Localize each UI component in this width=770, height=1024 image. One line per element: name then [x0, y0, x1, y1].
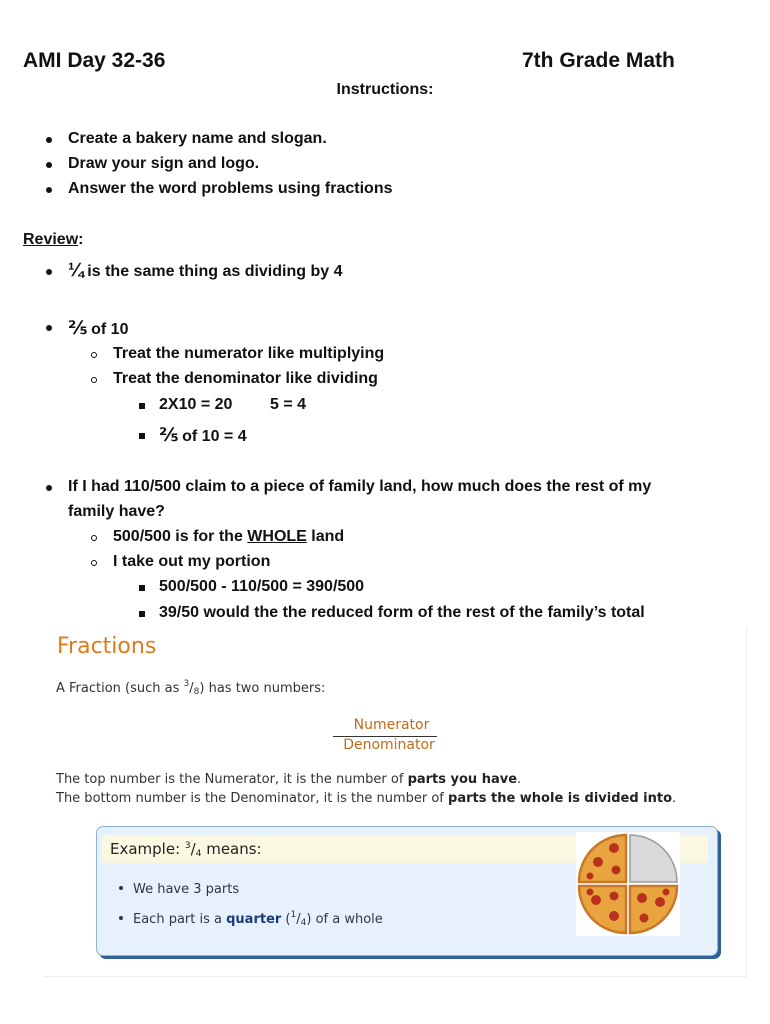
instruction-item: Create a bakery name and slogan. — [68, 130, 327, 147]
hollow-bullet-icon — [91, 352, 97, 358]
fraction-two-fifths: ⅖ — [159, 425, 178, 446]
calc-result — [159, 424, 247, 447]
bullet-icon — [46, 269, 52, 275]
bullet-icon — [46, 485, 52, 491]
example-bullet-bold: quarter — [226, 912, 282, 927]
figure-title: Fractions — [57, 634, 157, 659]
land-reduced: 39/50 would the the reduced form of the rest of the family’s total — [159, 604, 645, 621]
intro-text-end: ) has two numbers: — [199, 681, 326, 696]
land-whole-suffix: land — [306, 528, 345, 545]
instruction-item: Draw your sign and logo. — [68, 155, 260, 172]
bullet-icon — [46, 162, 52, 168]
course-title: 7th Grade Math — [522, 49, 675, 72]
example-bullet-end: ) of a whole — [306, 912, 383, 927]
numerator-label: Numerator — [353, 717, 430, 733]
land-whole — [113, 528, 344, 546]
fraction-two-fifths: ⅖ — [68, 318, 87, 339]
denominator-explanation — [56, 791, 676, 806]
example-bullet — [119, 882, 239, 897]
land-whole-word: WHOLE — [247, 528, 307, 545]
quarter-numerator: 1 — [290, 910, 297, 920]
example-slash: / — [190, 840, 196, 858]
review-label: Review — [23, 231, 79, 248]
example-heading — [110, 840, 262, 859]
square-bullet-icon — [139, 403, 145, 409]
example-bullet-text: We have 3 parts — [133, 882, 240, 897]
bullet-icon — [119, 916, 123, 920]
example-text: Example: — [110, 840, 185, 858]
intro-denominator: 8 — [193, 687, 200, 697]
quarter-slash: / — [296, 912, 301, 927]
fractions-figure — [44, 628, 747, 977]
instruction-item: Answer the word problems using fractions — [68, 180, 393, 197]
land-take-out: I take out my portion — [113, 553, 271, 570]
review-item-text: of 10 — [86, 321, 129, 338]
example-text-end: means: — [201, 840, 262, 858]
bottom-text: The bottom number is the Denominator, it is the number of — [56, 791, 449, 806]
example-bullet-text: Each part is a — [133, 912, 227, 927]
bullet-icon — [46, 187, 52, 193]
bullet-icon — [119, 886, 123, 890]
fraction-quarter: ¼ — [68, 260, 83, 281]
intro-slash: / — [189, 681, 194, 696]
square-bullet-icon — [139, 585, 145, 591]
intro-numerator: 3 — [183, 679, 190, 689]
figure-intro — [56, 679, 325, 697]
sub-item: Treat the numerator like multiplying — [113, 345, 385, 362]
square-bullet-icon — [139, 611, 145, 617]
denominator-label: Denominator — [343, 737, 435, 753]
calc-divide: 5 = 4 — [270, 396, 307, 413]
example-bullet — [119, 910, 383, 928]
quarter-denominator: 4 — [300, 918, 307, 928]
top-bold: parts you have — [407, 772, 518, 787]
bottom-bold: parts the whole is divided into — [448, 791, 673, 806]
top-end: . — [517, 772, 522, 787]
hollow-bullet-icon — [91, 377, 97, 383]
example-paren: ( — [281, 912, 291, 927]
bottom-end: . — [672, 791, 677, 806]
hollow-bullet-icon — [91, 535, 97, 541]
review-item-two-fifths — [68, 317, 128, 340]
review-item-text: is the same thing as dividing by 4 — [82, 263, 343, 280]
review-item-quarter — [68, 260, 342, 282]
example-denominator: 4 — [195, 849, 202, 859]
assignment-title: AMI Day 32-36 — [23, 49, 166, 72]
top-text: The top number is the Numerator, it is the number of — [56, 772, 408, 787]
numerator-explanation — [56, 772, 521, 787]
example-numerator: 3 — [184, 841, 191, 851]
instructions-heading: Instructions: — [336, 81, 434, 98]
intro-text: A Fraction (such as — [56, 681, 184, 696]
review-colon: : — [78, 231, 84, 248]
land-question-line2: family have? — [68, 503, 165, 520]
review-heading — [23, 231, 83, 249]
land-calc: 500/500 - 110/500 = 390/500 — [159, 578, 365, 595]
bullet-icon — [46, 137, 52, 143]
square-bullet-icon — [139, 433, 145, 439]
land-question-line1: If I had 110/500 claim to a piece of family land, how much does the rest of my — [68, 478, 652, 495]
hollow-bullet-icon — [91, 560, 97, 566]
land-whole-prefix: 500/500 is for the — [113, 528, 248, 545]
pizza-quarters-icon — [576, 832, 680, 936]
sub-item: Treat the denominator like dividing — [113, 370, 378, 387]
calc-result-text: of 10 = 4 — [177, 428, 247, 445]
calc-multiply: 2X10 = 20 — [159, 396, 233, 413]
bullet-icon — [46, 325, 52, 331]
